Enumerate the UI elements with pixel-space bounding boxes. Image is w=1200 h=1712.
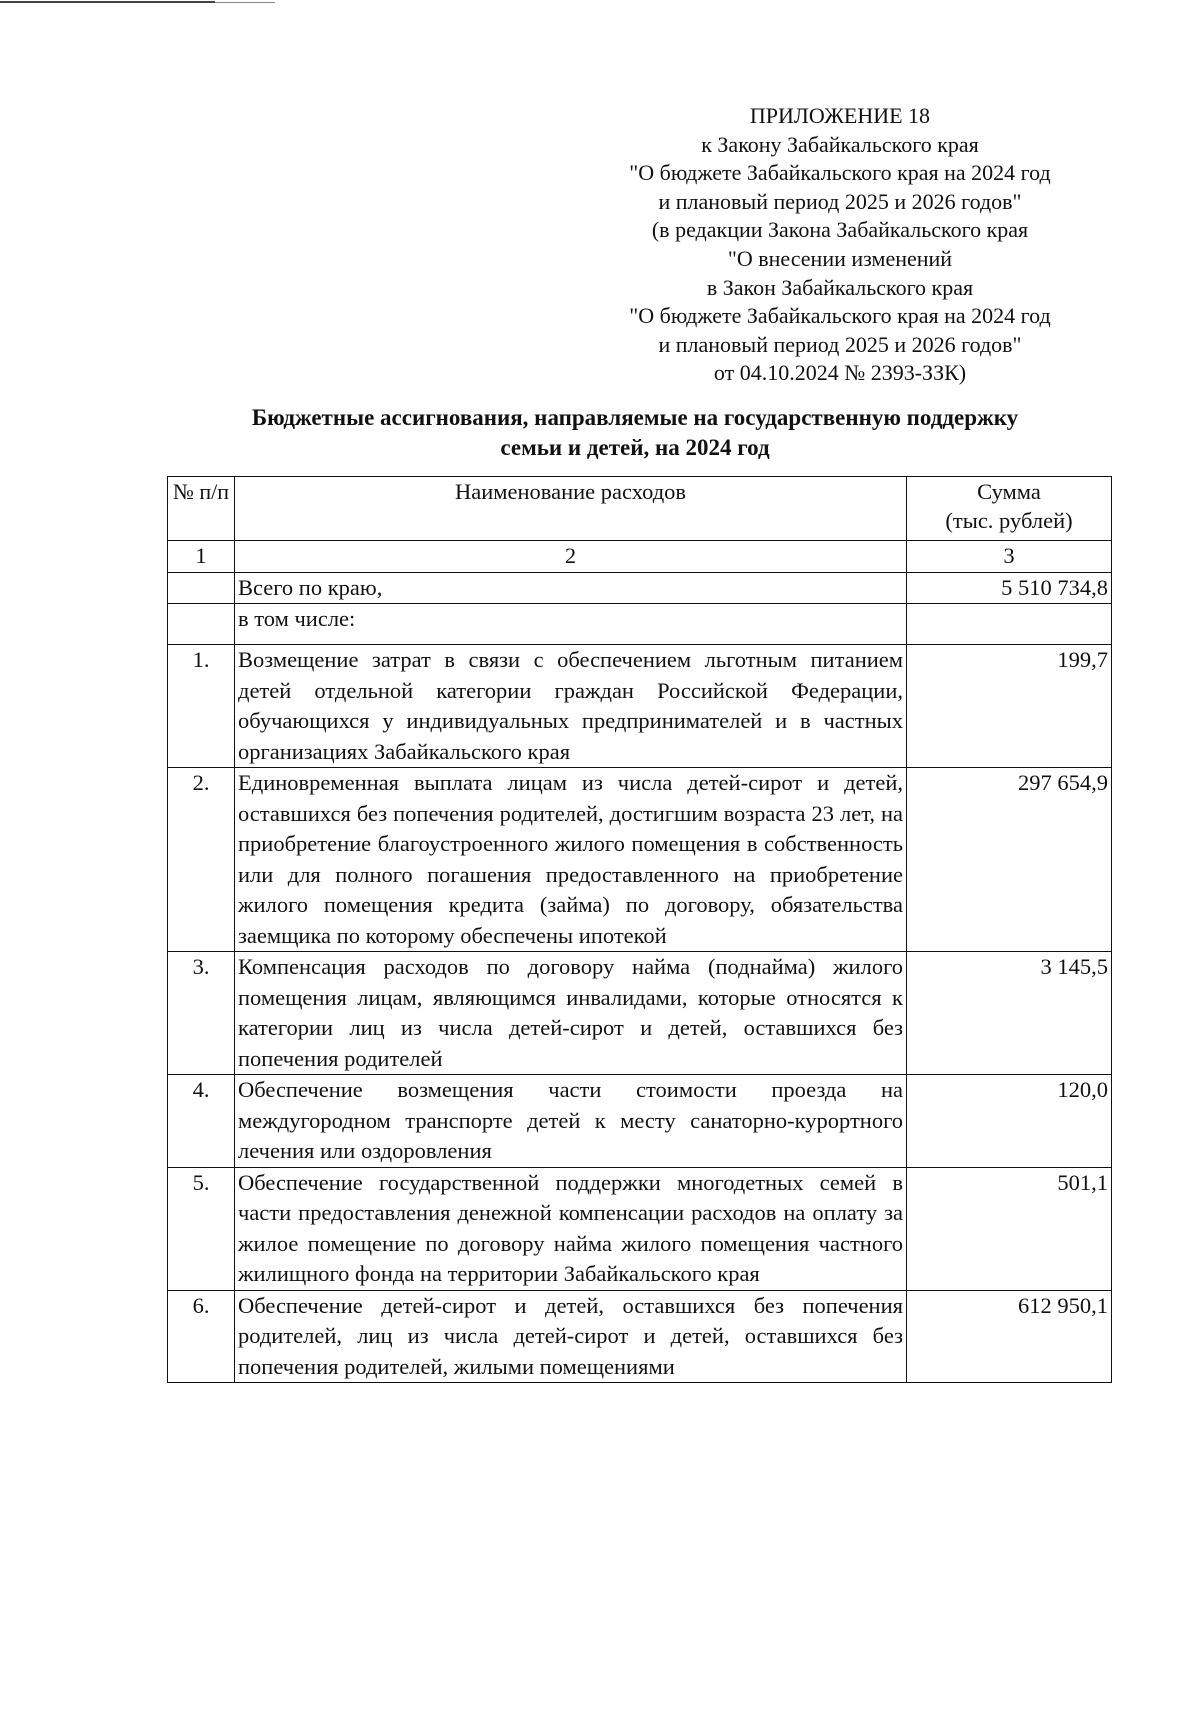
row-name: Возмещение затрат в связи с обеспечением льготным питанием детей отдельной категории граждан Российской Федерации, обучающихся у индивидуальных предпринимателей и в частных организациях Забайкальского края (235, 645, 907, 768)
column-number: 1 (168, 541, 235, 573)
row-name: Компенсация расходов по договору найма (поднайма) жилого помещения лицам, являющимся инвалидами, которые относятся к категории лиц из числа детей-сирот и детей, оставшихся без попечения родителей (235, 952, 907, 1075)
appendix-line: ПРИЛОЖЕНИЕ 18 (749, 103, 931, 128)
total-row (168, 572, 1112, 604)
row-number: 2. (168, 768, 235, 952)
appendix-header (560, 102, 1120, 388)
table-row (168, 1290, 1112, 1383)
row-sum: 501,1 (907, 1167, 1112, 1290)
appendix-line: и плановый период 2025 и 2026 годов" (658, 188, 1022, 214)
appendix-line: и плановый период 2025 и 2026 годов" (658, 331, 1022, 357)
budget-table (167, 476, 1112, 1383)
total-number-cell (168, 572, 235, 604)
subtotal-row (168, 604, 1112, 645)
subtotal-sum-cell (907, 604, 1112, 645)
row-number: 4. (168, 1075, 235, 1168)
total-label: Всего по краю, (235, 572, 907, 604)
row-sum: 120,0 (907, 1075, 1112, 1168)
column-number: 2 (235, 541, 907, 573)
table-row (168, 1167, 1112, 1290)
table-row (168, 1075, 1112, 1168)
row-number: 5. (168, 1167, 235, 1290)
row-name: Обеспечение возмещения части стоимости проезда на междугородном транспорте детей к месту санаторно-курортного лечения или оздоровления (235, 1075, 907, 1168)
appendix-line: в Закон Забайкальского края (706, 274, 974, 300)
document-title-line: Бюджетные ассигнования, направляемые на государственную поддержку (251, 405, 1019, 430)
table-row (168, 768, 1112, 952)
header-number: № п/п (168, 477, 235, 541)
document-title (150, 403, 1120, 463)
appendix-line: от 04.10.2024 № 2393-ЗЗК) (713, 360, 967, 386)
header-sum-unit: (тыс. рублей) (945, 508, 1073, 533)
appendix-line: "О бюджете Забайкальского края на 2024 год (629, 160, 1051, 186)
table-header-row (168, 477, 1112, 541)
appendix-line: "О внесении изменений (727, 245, 953, 271)
row-number: 6. (168, 1290, 235, 1383)
subtotal-label: в том числе: (235, 604, 907, 645)
appendix-line: "О бюджете Забайкальского края на 2024 год (629, 303, 1051, 329)
table-row (168, 645, 1112, 768)
column-numbers-row (168, 541, 1112, 573)
total-value: 5 510 734,8 (907, 572, 1112, 604)
row-name: Обеспечение государственной поддержки многодетных семей в части предоставления денежной компенсации расходов на оплату за жилое помещение по договору найма жилого помещения частного жилищного фонда на территории Забайкальского края (235, 1167, 907, 1290)
appendix-line: (в редакции Закона Забайкальского края (651, 217, 1029, 243)
scan-artifact-line (215, 2, 275, 3)
row-sum: 612 950,1 (907, 1290, 1112, 1383)
table-row (168, 952, 1112, 1075)
column-number: 3 (907, 541, 1112, 573)
row-sum: 3 145,5 (907, 952, 1112, 1075)
document-title-line: семьи и детей, на 2024 год (500, 435, 770, 460)
row-sum: 297 654,9 (907, 768, 1112, 952)
row-sum: 199,7 (907, 645, 1112, 768)
row-number: 1. (168, 645, 235, 768)
row-name: Единовременная выплата лицам из числа детей-сирот и детей, оставшихся без попечения родителей, достигшим возраста 23 лет, на приобретение благоустроенного жилого помещения в собственность или для полного погашения предоставленного на приобретение жилого помещения кредита (займа) по договору, обязательства заемщика по которому обеспечены ипотекой (235, 768, 907, 952)
appendix-line: к Закону Забайкальского края (701, 131, 979, 157)
subtotal-number-cell (168, 604, 235, 645)
header-name: Наименование расходов (235, 477, 907, 541)
scan-artifact-line (0, 1, 215, 3)
row-name: Обеспечение детей-сирот и детей, оставшихся без попечения родителей, лиц из числа детей-сирот и детей, оставшихся без попечения родителей, жилыми помещениями (235, 1290, 907, 1383)
header-sum-label: Сумма (977, 479, 1041, 504)
row-number: 3. (168, 952, 235, 1075)
header-sum (907, 477, 1112, 541)
